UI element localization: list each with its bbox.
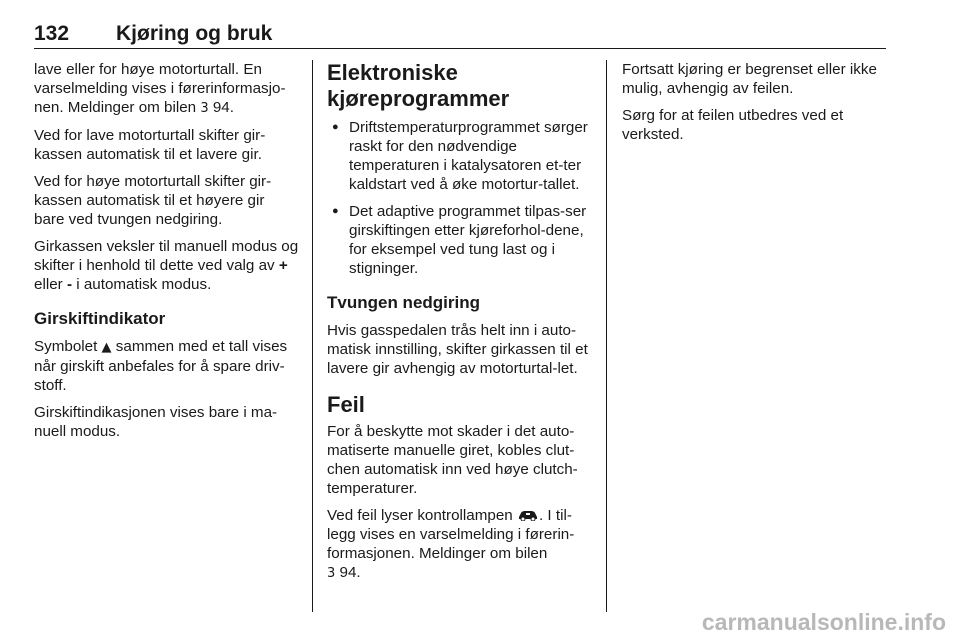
paragraph: Ved feil lyser kontrollampen . I til-legg vises en varselmelding i førerin-formasjonen. Meldinger om bilen 3 94.	[327, 507, 575, 581]
bullet-icon: ●	[332, 205, 339, 217]
column-3	[622, 60, 888, 152]
paragraph: Sørg for at feilen utbedres ved et verksted.	[622, 107, 844, 143]
page-reference-icon: 3	[200, 101, 209, 116]
watermark: carmanualsonline.info	[701, 609, 946, 635]
paragraph: Hvis gasspedalen trås helt inn i auto-matisk innstilling, skifter girkassen til et lavere gir avhengig av motorturtal-let.	[327, 322, 588, 377]
subheading-gear-indicator: Girskiftindikator	[34, 309, 166, 328]
paragraph: Fortsatt kjøring er begrenset eller ikke mulig, avhengig av feilen.	[622, 61, 877, 97]
bullet-icon: ●	[332, 121, 339, 133]
column-divider-2	[606, 60, 607, 612]
plus-symbol: +	[278, 257, 288, 274]
minus-symbol: -	[66, 276, 72, 293]
page-number: 132	[34, 22, 70, 45]
bullet-list	[327, 118, 592, 278]
column-2	[327, 60, 592, 591]
paragraph: Girskiftindikasjonen vises bare i ma-nuell modus.	[34, 404, 278, 440]
paragraph: lave eller for høye motorturtall. En varselmelding vises i førerinformasjo-nen. Meldinger om bilen 3 94.	[34, 61, 286, 116]
page-reference[interactable]: 94.	[212, 99, 234, 116]
paragraph: Symbolet ▲ sammen med et tall vises når girskift anbefales for å spare driv-stoff.	[34, 338, 288, 394]
car-wrench-icon	[517, 509, 539, 521]
list-item: ● Det adaptive programmet tilpas-ser girskiftingen etter kjøreforhol-dene, for eksempel ved tung last og i stigninger.	[332, 203, 587, 277]
paragraph: Ved for lave motorturtall skifter gir-kassen automatisk til et lavere gir.	[34, 127, 266, 163]
paragraph: Girkassen veksler til manuell modus og skifter i henhold til dette ved valg av + eller - i automatisk modus.	[34, 238, 299, 293]
up-arrow-icon: ▲	[101, 340, 112, 355]
page-reference-icon: 3	[327, 566, 336, 581]
column-divider-1	[312, 60, 313, 612]
heading-electronic-programs: Elektroniske kjøreprogrammer	[327, 60, 510, 111]
paragraph: Ved for høye motorturtall skifter gir-kassen automatisk til et høyere gir bare ved tvungen nedgiring.	[34, 173, 272, 228]
subheading-kickdown: Tvungen nedgiring	[327, 293, 480, 312]
heading-fault: Feil	[327, 392, 365, 417]
list-item: ● Driftstemperaturprogrammet sørger raskt for den nødvendige temperaturen i katalysatoren et-ter kaldstart ved å øke motortur-tallet.	[332, 119, 588, 193]
page-reference[interactable]: 94.	[339, 564, 361, 581]
paragraph: For å beskytte mot skader i det auto-matiserte manuelle giret, kobles clut-chen automatisk inn ved høye clutch-temperaturer.	[327, 423, 578, 497]
column-1	[34, 60, 299, 449]
section-title: Kjøring og bruk	[116, 22, 273, 45]
header-divider	[34, 48, 886, 49]
